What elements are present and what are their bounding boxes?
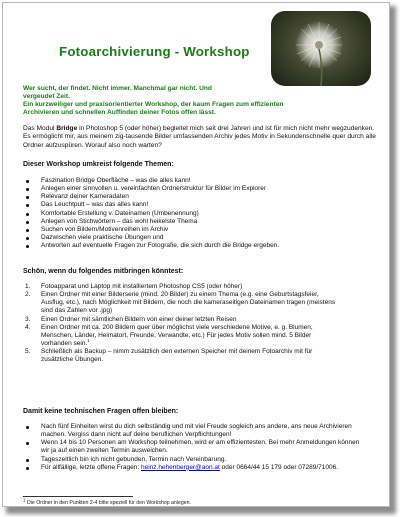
themes-list xyxy=(23,177,379,250)
list-item: Anlegen einer sinnvollen u. vereinfachten Ordnerstruktur für Bilder im Explorer xyxy=(23,185,379,193)
list-item xyxy=(23,291,341,315)
list-number: 3. xyxy=(25,315,31,323)
page-title: Fotoarchivierung - Workshop xyxy=(59,44,250,59)
requirements-list xyxy=(23,283,341,365)
email-link[interactable]: heinz.hehenberger@aon.at xyxy=(140,463,220,471)
list-item-text: Einen Ordner mit ca. 200 Bildern quer über möglichst viele verschiedene Motive, e. g. Blumen, Menschen, Länder, Heimatort, Freunde, Verwandte, etc.) Für jedes Motiv sollen mind. 5 Bilder vorhanden sein. xyxy=(41,323,313,348)
list-item xyxy=(23,324,341,348)
list-item: Komfortable Erstellung v. Dateinamen (Umbenennung) xyxy=(23,210,379,218)
footnote-text: Die Ordner in den Punkten 2-4 bitte speziell für den Workshop anlegen. xyxy=(26,500,191,506)
list-item: Wenn 14 bis 10 Personen am Workshop teilnehmen, wird er am effizientesten. Bei mehr Anmeldungen können wir ja auf einen zweiten Termin ausweichen. xyxy=(23,439,361,455)
list-item: Anlegen von Stichwörtern – das wohl heikelste Thema xyxy=(23,218,379,226)
contact-phone-text: oder 0664/44 15 179 oder 07289/71006. xyxy=(219,463,339,471)
list-number: 1. xyxy=(25,283,31,290)
list-item: Faszination Bridge Oberfläche – was die alles kann! xyxy=(23,177,379,185)
list-item: Nach fünf Einheiten wirst du dich selbständig und mit viel Freude sogleich ans andere, ans neue Archivieren machen. Vergiss dann nicht auf deine beruflichen Verpflichtungen! xyxy=(23,423,361,439)
intro-line: Wer sucht, der findet. Nicht immer. Manchmal gar nicht. Und xyxy=(23,85,212,92)
list-item xyxy=(23,283,341,291)
list-number: 4. xyxy=(25,323,31,331)
body-text: Das Modul xyxy=(23,125,57,132)
list-item: Antworten auf eventuelle Fragen zur Fotografie, die sich durch die Bridge ergeben. xyxy=(23,242,379,250)
list-item-text: Fotoapparat und Laptop mit installiertem Photoshop CS5 (oder höher) xyxy=(41,283,243,290)
intro-line: Ein kurzweiliger und praxisorientierter Workshop, der kaum Fragen zum effizienten xyxy=(23,101,284,109)
dandelion-photo xyxy=(271,11,371,86)
list-item-text: Schließlich als Backup – nimm zusätzlich den externen Speicher mit deinem Fotoarchiv mit für zusätzliche Übungen. xyxy=(41,348,313,364)
list-item: Relevanz deiner Kameradaten xyxy=(23,193,379,201)
list-item: Tageszeitlich bin ich nicht gebunden, Termin nach Vereinbarung. xyxy=(23,456,361,464)
questions-list xyxy=(23,423,361,472)
footnote xyxy=(23,497,353,507)
list-number: 2. xyxy=(25,291,31,299)
list-item-text: Einen Ordner mit einer Bilderserie (mind. 20 Bilder) zu einem Thema (e.g. eine Geburtstagsfeier, Ausflug, etc.), nach Möglichkeit mit Bildern, die noch die kameraseitigen Dateinamen tragen (meistens sind das Zahlen vor .jpg) xyxy=(41,291,336,315)
list-item: Das Leuchtpult – was das alles kann! xyxy=(23,201,379,209)
list-item-text: Einen Ordner mit sämtlichen Bildern von einer deiner letzten Reisen xyxy=(41,315,237,323)
section-heading-questions: Damit keine technischen Fragen offen bleiben: xyxy=(23,408,179,415)
body-bold: Bridge xyxy=(56,125,78,132)
footnote-separator xyxy=(23,496,133,497)
contact-text: Für allfällige, letzte offene Fragen: xyxy=(41,463,141,471)
intro-text xyxy=(23,85,323,117)
section-heading-themes: Dieser Workshop umkreist folgende Themen: xyxy=(23,161,174,168)
footnote-marker: 1 xyxy=(23,497,26,503)
document-page xyxy=(2,2,390,507)
section-heading-requirements: Schön, wenn du folgendes mitbringen könntest: xyxy=(23,268,184,275)
list-number: 5. xyxy=(25,348,31,356)
body-paragraph xyxy=(23,125,379,150)
intro-line: Archivieren und schnellen Auffinden deiner Fotos offen lässt. xyxy=(23,109,216,117)
list-item xyxy=(23,316,341,324)
footnote-ref: 1 xyxy=(87,337,90,343)
dandelion-image xyxy=(271,11,371,86)
list-item: Dazwischen viele praktische Übungen und xyxy=(23,234,379,242)
list-item xyxy=(23,348,341,364)
body-text: in Photoshop 5 (oder höher) begleitet mich seit drei Jahren und ist für mich nicht mehr wegzudenken. Es ermöglicht mir, aus meinem zig-tausende Bilder umfassenden Archiv jedes Motiv in Sekundenschnelle quer durch alle Ordner aufzuspüren. Worauf also noch warten? xyxy=(23,125,376,149)
intro-line: vergeudet Zeit. xyxy=(23,93,70,101)
list-item xyxy=(23,464,361,472)
list-item: Suchen von Bildern/Motivenreihen im Archiv xyxy=(23,226,379,234)
